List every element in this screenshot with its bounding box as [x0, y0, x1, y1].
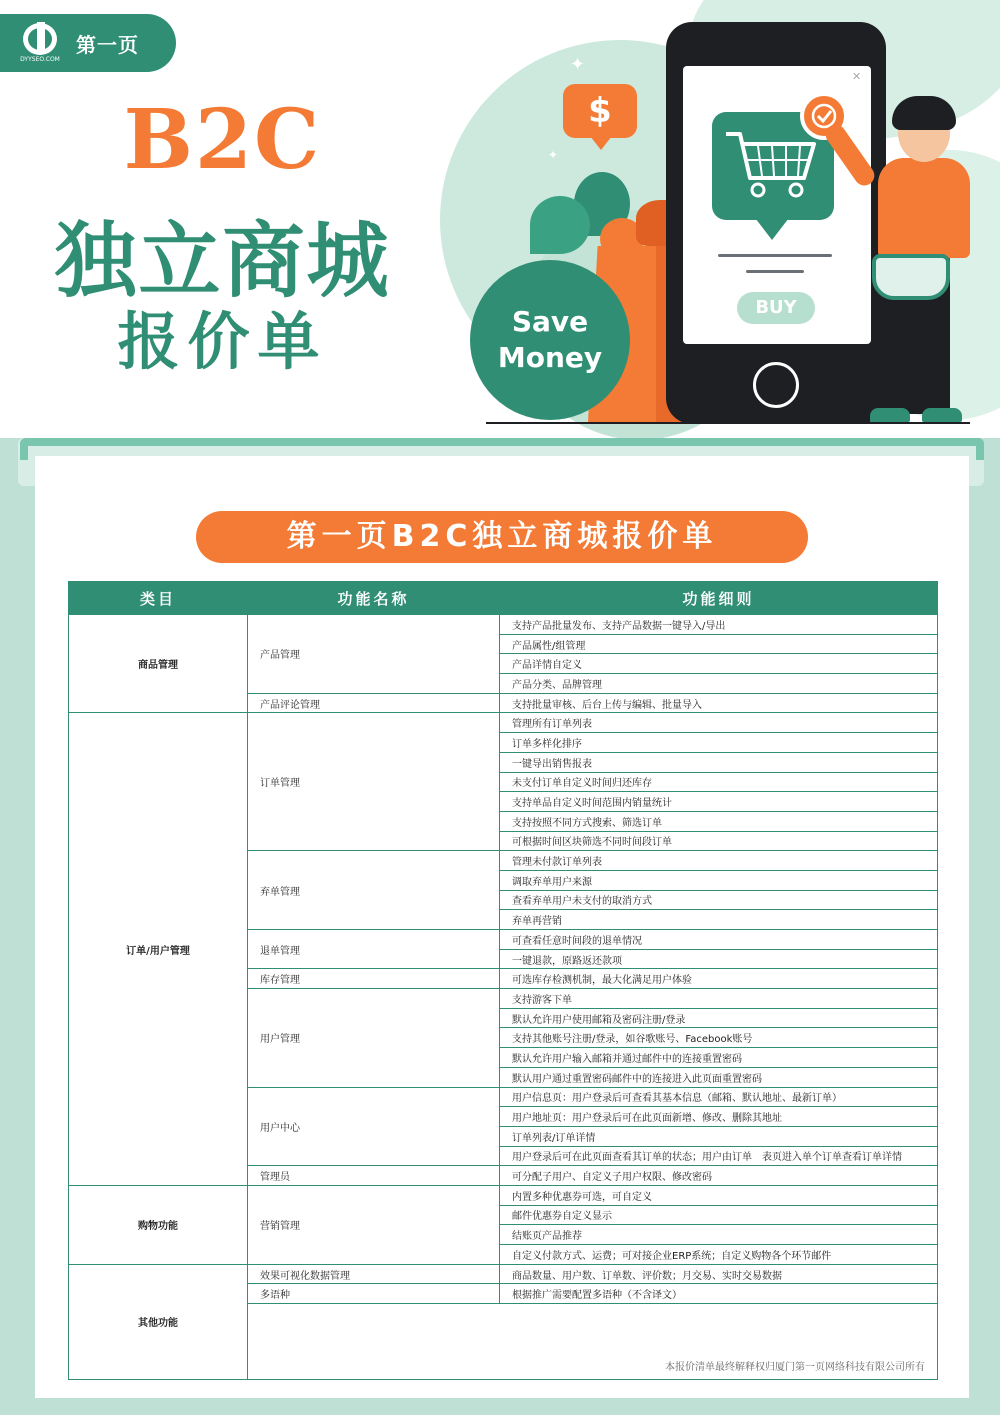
column-header-function: 功能名称: [248, 582, 500, 615]
detail-cell: 支持游客下单: [500, 989, 938, 1009]
phone-text-line: [746, 270, 804, 273]
copyright-note: 本报价清单最终解释权归厦门第一页网络科技有限公司所有: [248, 1304, 938, 1380]
detail-cell: 商品数量、用户数、订单数、评价数；月交易、实时交易数据: [500, 1264, 938, 1284]
detail-cell: 产品分类、品牌管理: [500, 674, 938, 694]
table-header-row: [69, 582, 938, 615]
sparkle-icon: ✦: [570, 54, 586, 75]
detail-cell: 支持其他账号注册/登录，如谷歌账号、Facebook账号: [500, 1028, 938, 1048]
detail-cell: 结账页产品推荐: [500, 1225, 938, 1245]
category-cell: 商品管理: [69, 615, 248, 713]
function-cell: 用户管理: [248, 989, 500, 1087]
detail-cell: 默认用户通过重置密码邮件中的连接进入此页面重置密码: [500, 1067, 938, 1087]
save-text: Save: [511, 305, 589, 338]
column-header-category: 类目: [69, 582, 248, 615]
column-header-detail: 功能细则: [500, 582, 938, 615]
detail-cell: 查看弃单用户未支付的取消方式: [500, 890, 938, 910]
detail-cell: 自定义付款方式、运费；可对接企业ERP系统；自定义购物各个环节邮件: [500, 1245, 938, 1265]
logo-domain: DYYSEO.COM: [20, 56, 60, 63]
phone-home-button: [753, 362, 799, 408]
function-cell: 效果可视化数据管理: [248, 1264, 500, 1284]
detail-cell: 根据推广需要配置多语种（不含译文）: [500, 1284, 938, 1304]
detail-cell: 支持批量审核、后台上传与编辑、批量导入: [500, 693, 938, 713]
buy-button[interactable]: BUY: [737, 292, 815, 324]
detail-cell: 可根据时间区块筛选不同时间段订单: [500, 831, 938, 851]
detail-cell: 产品属性/组管理: [500, 634, 938, 654]
detail-cell: 支持产品批量发布、支持产品数据一键导入/导出: [500, 615, 938, 635]
detail-cell: 邮件优惠券自定义显示: [500, 1205, 938, 1225]
detail-cell: 用户地址页：用户登录后可在此页面新增、修改、删除其地址: [500, 1107, 938, 1127]
detail-cell: 管理未付款订单列表: [500, 851, 938, 871]
detail-cell: 内置多种优惠券可选，可自定义: [500, 1185, 938, 1205]
category-cell: 其他功能: [69, 1264, 248, 1379]
detail-cell: 弃单再营销: [500, 910, 938, 930]
function-cell: 退单管理: [248, 930, 500, 969]
function-cell: 管理员: [248, 1166, 500, 1186]
cart-card-tail: [752, 214, 792, 240]
detail-cell: 产品详情自定义: [500, 654, 938, 674]
detail-cell: 默认允许用户使用邮箱及密码注册/登录: [500, 1008, 938, 1028]
person-body: [878, 158, 970, 258]
detail-cell: 订单多样化排序: [500, 733, 938, 753]
money-text: Money: [497, 341, 603, 374]
detail-cell: 默认允许用户输入邮箱并通过邮件中的连接重置密码: [500, 1048, 938, 1068]
brand-name: 第一页: [76, 32, 139, 57]
table-row: [69, 615, 938, 635]
function-cell: 弃单管理: [248, 851, 500, 930]
function-cell: 多语种: [248, 1284, 500, 1304]
detail-cell: 一键退款，原路返还款项: [500, 949, 938, 969]
detail-cell: 未支付订单自定义时间归还库存: [500, 772, 938, 792]
detail-cell: 可查看任意时间段的退单情况: [500, 930, 938, 950]
shoe-shape: [922, 408, 962, 422]
detail-cell: 用户信息页：用户登录后可查看其基本信息（邮箱、默认地址、最新订单）: [500, 1087, 938, 1107]
category-cell: 购物功能: [69, 1185, 248, 1264]
function-cell: 用户中心: [248, 1087, 500, 1166]
function-cell: 营销管理: [248, 1185, 500, 1264]
category-cell: 订单/用户管理: [69, 713, 248, 1186]
detail-cell: 支持单品自定义时间范围内销量统计: [500, 792, 938, 812]
function-cell: 产品评论管理: [248, 693, 500, 713]
hero-title-main: 独立商城: [54, 214, 391, 309]
save-money-badge: [470, 260, 630, 420]
function-cell: 订单管理: [248, 713, 500, 851]
hero-title-sub: 报价单: [117, 305, 328, 378]
detail-cell: 用户登录后可在此页面查看其订单的状态；用户由订单 表页进入单个订单查看订单详情: [500, 1146, 938, 1166]
phone-text-line: [718, 254, 832, 257]
close-icon: ✕: [852, 70, 862, 83]
dollar-icon: $: [563, 84, 637, 138]
quote-table: [68, 581, 938, 1380]
detail-cell: 一键导出销售报表: [500, 752, 938, 772]
basket-icon: [872, 254, 950, 300]
person-hair: [892, 96, 956, 130]
hero-section: [0, 0, 1000, 440]
function-cell: 库存管理: [248, 969, 500, 989]
quote-title-banner: 第一页B2C独立商城报价单: [196, 511, 808, 563]
table-row: [69, 1185, 938, 1205]
detail-cell: 可分配子用户、自定义子用户权限、修改密码: [500, 1166, 938, 1186]
hero-title-b2c: B2C: [123, 92, 322, 188]
detail-cell: 调取弃单用户来源: [500, 870, 938, 890]
leaf-shape: [530, 196, 590, 254]
detail-cell: 支持按照不同方式搜索、筛选订单: [500, 811, 938, 831]
dollar-bubble-tail: [590, 136, 612, 150]
ground-line: [486, 422, 970, 424]
brand-logo[interactable]: [0, 14, 176, 72]
table-row: [69, 1264, 938, 1284]
function-cell: 产品管理: [248, 615, 500, 694]
table-row: [69, 713, 938, 733]
logo-icon: [14, 17, 66, 69]
detail-cell: 管理所有订单列表: [500, 713, 938, 733]
detail-cell: 可选库存检测机制，最大化满足用户体验: [500, 969, 938, 989]
sparkle-icon: ✦: [548, 148, 559, 162]
shoe-shape: [870, 408, 910, 422]
detail-cell: 订单列表/订单详情: [500, 1126, 938, 1146]
